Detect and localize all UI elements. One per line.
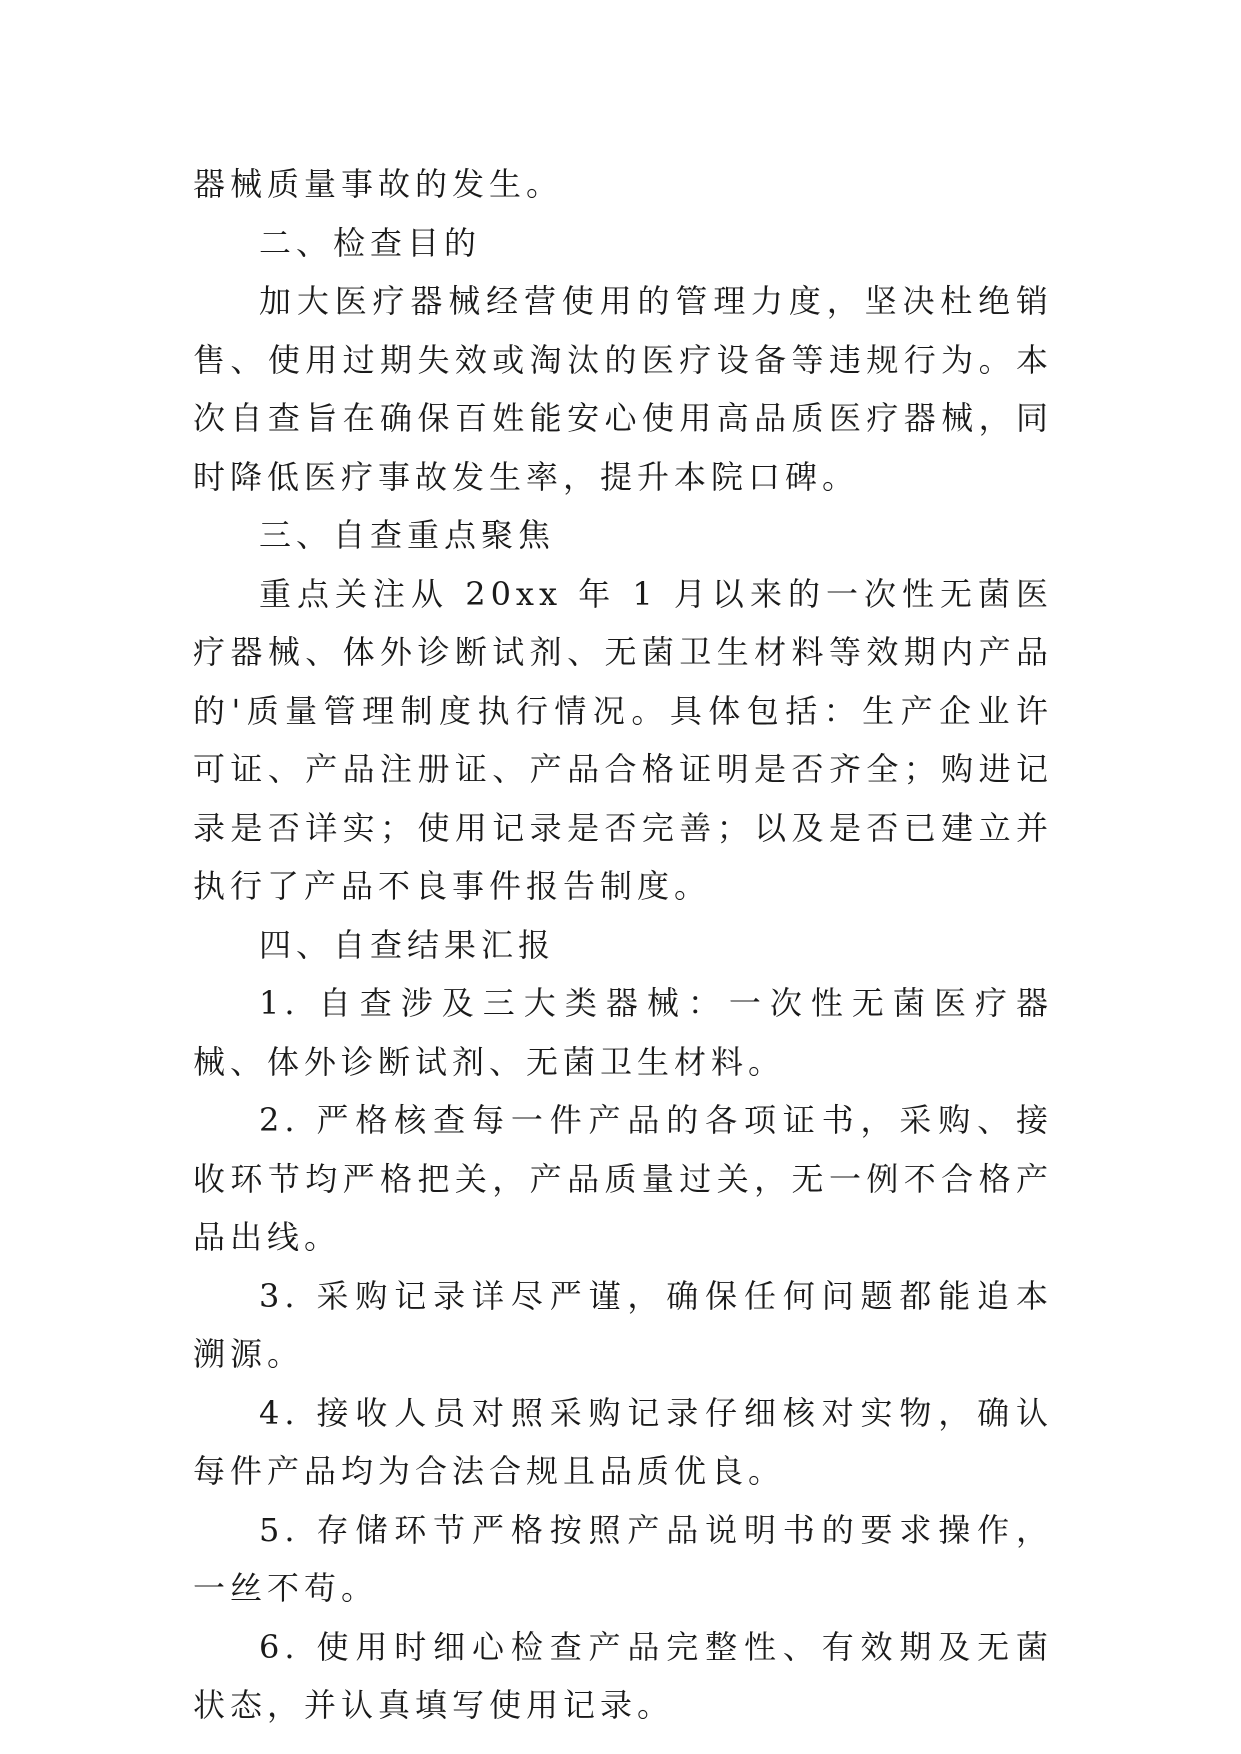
result-item-4: 4. 接收人员对照采购记录仔细核对实物，确认每件产品均为合法合规且品质优良。	[193, 1393, 1053, 1490]
result-item-6: 6. 使用时细心检查产品完整性、有效期及无菌状态，并认真填写使用记录。	[193, 1627, 1053, 1724]
section-heading-inspection-results: 四、自查结果汇报	[259, 925, 556, 964]
document-body	[193, 155, 1053, 1735]
result-item-5: 5. 存储环节严格按照产品说明书的要求操作，一丝不苟。	[193, 1510, 1053, 1607]
section-heading-inspection-focus: 三、自查重点聚焦	[259, 516, 556, 554]
result-item-2: 2. 严格核查每一件产品的各项证书，采购、接收环节均严格把关，产品质量过关，无一例不合格产品出线。	[193, 1101, 1053, 1256]
result-item-1: 1. 自查涉及三大类器械：一次性无菌医疗器械、体外诊断试剂、无菌卫生材料。	[193, 984, 1053, 1081]
paragraph-inspection-focus: 重点关注从 20xx 年 1 月以来的一次性无菌医疗器械、体外诊断试剂、无菌卫生材料等效期内产品的'质量管理制度执行情况。具体包括：生产企业许可证、产品注册证、产品合格证明是否齐全；购进记录是否详实；使用记录是否完善；以及是否已建立并执行了产品不良事件报告制度。	[193, 574, 1053, 905]
paragraph-inspection-purpose: 加大医疗器械经营使用的管理力度，坚决杜绝销售、使用过期失效或淘汰的医疗设备等违规行为。本次自查旨在确保百姓能安心使用高品质医疗器械，同时降低医疗事故发生率，提升本院口碑。	[193, 282, 1053, 496]
section-heading-inspection-purpose: 二、检查目的	[259, 223, 482, 262]
result-item-3: 3. 采购记录详尽严谨，确保任何问题都能追本溯源。	[193, 1276, 1053, 1373]
paragraph-continuation: 器械质量事故的发生。	[193, 165, 564, 203]
